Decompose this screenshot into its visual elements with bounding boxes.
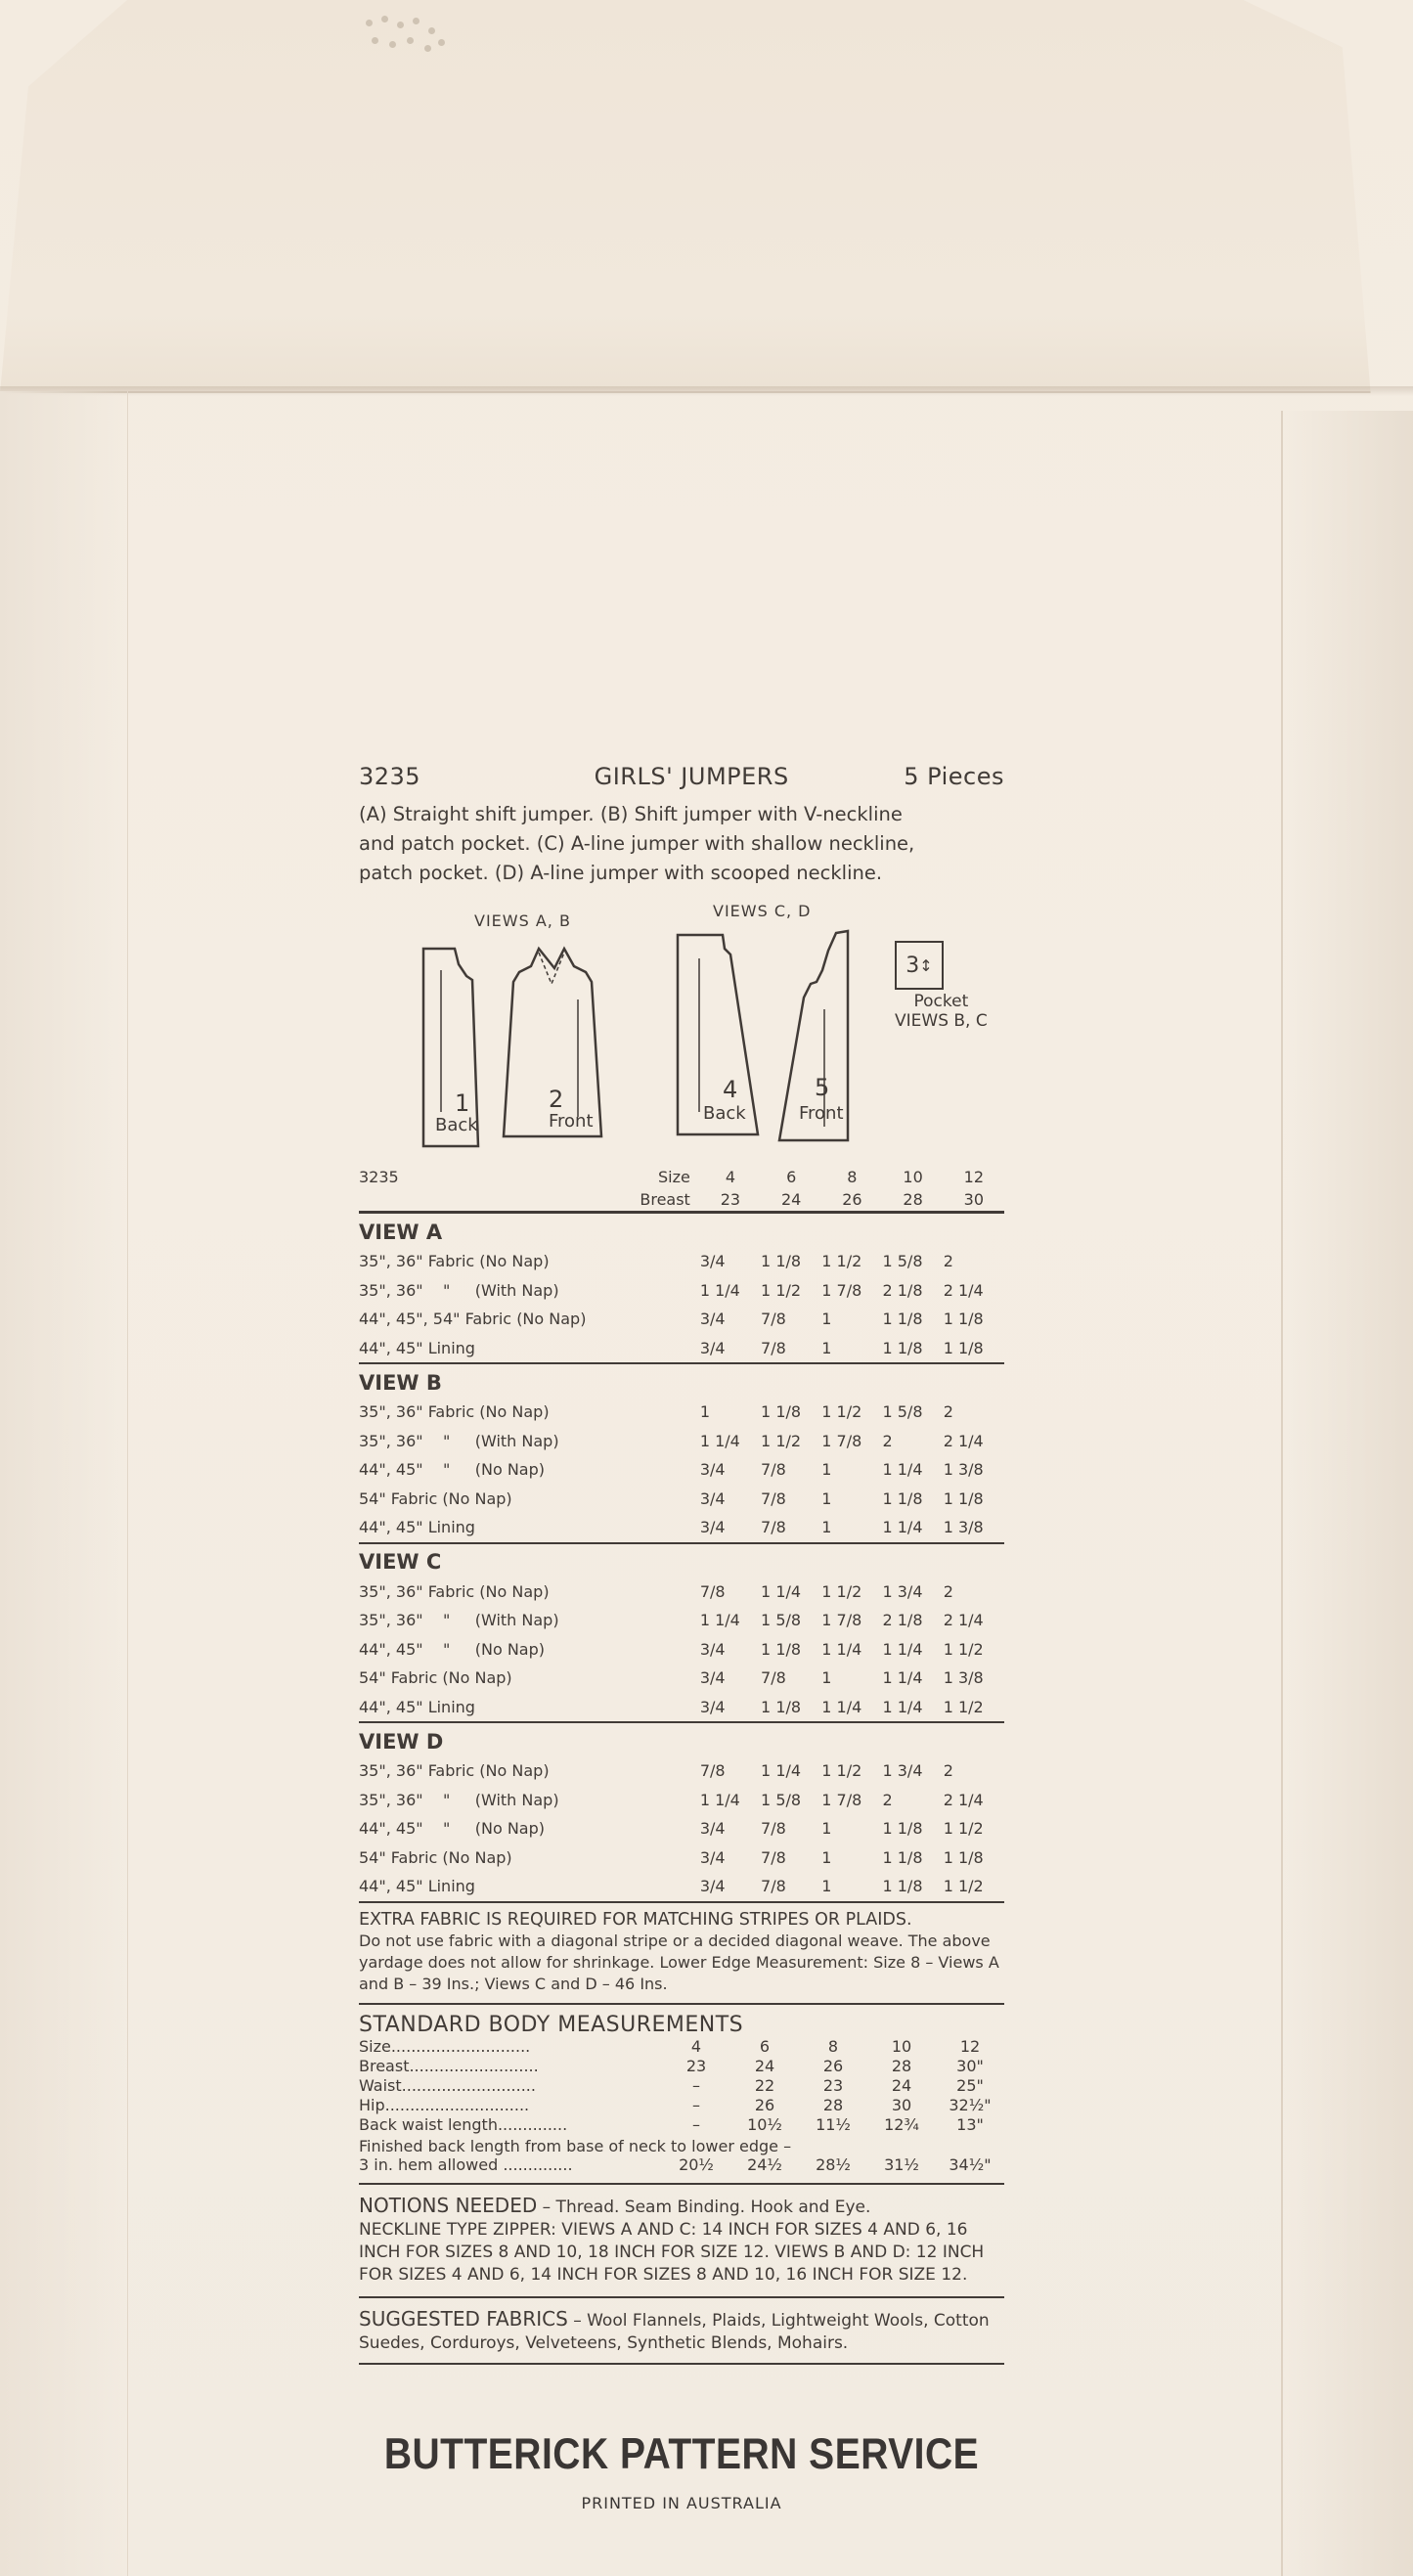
measurement-value: 12 [959, 2037, 981, 2056]
breast-value: 24 [780, 1190, 802, 1209]
hem-label: 3 in. hem allowed .............. [359, 2155, 573, 2174]
yardage-value: 2 1/8 [882, 1280, 923, 1300]
pattern-number: 3235 [359, 763, 421, 790]
hem-table [359, 2155, 1004, 2175]
body-measurements-table [359, 2037, 1004, 2135]
yardage-value: 3/4 [699, 1697, 726, 1716]
measurement-label: Back waist length.............. [359, 2115, 568, 2134]
body-measurements-title: STANDARD BODY MEASUREMENTS [359, 2012, 744, 2037]
yardage-value: 3/4 [699, 1310, 726, 1329]
pattern-pieces-diagram [359, 902, 1004, 1166]
yardage-row [359, 1427, 1004, 1456]
yardage-value: 2 1/4 [943, 1790, 984, 1809]
measurement-value: 6 [759, 2037, 771, 2056]
piece-2-number: 2 [549, 1086, 564, 1113]
fabric-label: 44", 45" " (No Nap) [359, 1819, 545, 1839]
piece-1-number: 1 [455, 1089, 470, 1117]
yardage-value: 2 [882, 1790, 893, 1809]
hem-value: 24½ [747, 2155, 782, 2174]
hem-value: 20½ [679, 2155, 714, 2174]
measurement-value: 30 [891, 2096, 912, 2114]
yardage-value: 1 5/8 [882, 1402, 923, 1422]
yardage-value: 7/8 [761, 1668, 786, 1688]
right-side-fold [1281, 411, 1413, 2576]
yardage-value: 1 [821, 1518, 832, 1537]
measurement-value: 25" [956, 2076, 984, 2095]
view-heading [359, 1213, 1004, 1248]
measurement-value: 12¾ [884, 2115, 919, 2134]
measurement-value: 28 [822, 2096, 844, 2114]
yardage-value: 2 1/4 [943, 1431, 984, 1450]
fabric-label: 44", 45" Lining [359, 1338, 475, 1357]
size-value: 12 [963, 1168, 985, 1186]
yardage-row [359, 1485, 1004, 1514]
yardage-value: 1 [821, 1310, 832, 1329]
yardage-value: 3/4 [699, 1488, 726, 1508]
yardage-row [359, 1814, 1004, 1843]
fabric-label: 54" Fabric (No Nap) [359, 1488, 512, 1508]
yardage-value: 7/8 [761, 1338, 786, 1357]
measurement-value: 11½ [816, 2115, 851, 2134]
yardage-value: 2 [943, 1761, 953, 1781]
yardage-value: 1 3/8 [943, 1518, 984, 1537]
pocket-piece: 3 ↕ [895, 941, 944, 990]
yardage-value: 1 1/8 [882, 1338, 923, 1357]
yardage-value: 3/4 [699, 1819, 726, 1839]
yardage-row [359, 1577, 1004, 1607]
yardage-number: 3235 [359, 1168, 399, 1186]
yardage-value: 3/4 [699, 1252, 726, 1271]
measurement-value: 4 [690, 2037, 702, 2056]
breast-value: 26 [842, 1190, 862, 1209]
yardage-value: 1 [821, 1877, 832, 1896]
yardage-row [359, 1276, 1004, 1306]
yardage-value: 1 1/8 [882, 1877, 923, 1896]
size-label: Size [657, 1168, 690, 1186]
yardage-value: 1 1/4 [699, 1611, 740, 1630]
pocket-name: Pocket [913, 992, 969, 1011]
pocket-views: VIEWS B, C [895, 1011, 988, 1031]
measurement-value: 8 [827, 2037, 839, 2056]
fabric-label: 35", 36" " (With Nap) [359, 1431, 559, 1450]
view-name: VIEW C [359, 1550, 442, 1574]
yardage-value: 1 1/8 [761, 1252, 802, 1271]
yardage-value: 1 1/2 [943, 1819, 984, 1839]
hem-value: 34½" [949, 2155, 992, 2174]
yardage-value: 1 1/8 [943, 1310, 984, 1329]
yardage-value: 2 [943, 1252, 953, 1271]
measurement-label: Hip............................. [359, 2096, 530, 2114]
measurement-row [359, 2076, 1004, 2096]
envelope-flap [0, 0, 1413, 393]
breast-value: 28 [903, 1190, 923, 1209]
yardage-value: 3/4 [699, 1518, 726, 1537]
yardage-value: 3/4 [699, 1877, 726, 1896]
yardage-value: 1 1/4 [761, 1581, 802, 1601]
yardage-value: 1 1/8 [882, 1310, 923, 1329]
yardage-value: 1 1/2 [821, 1761, 862, 1781]
yardage-value: 1 7/8 [821, 1790, 862, 1809]
yardage-value: 1 1/8 [761, 1639, 802, 1659]
yardage-value: 2 1/4 [943, 1280, 984, 1300]
piece-4-name: Back [703, 1103, 746, 1124]
yardage-value: 1 1/4 [821, 1639, 862, 1659]
breast-row [359, 1188, 1004, 1213]
pattern-pieces: 5 Pieces [904, 763, 1004, 790]
measurement-label: Size............................ [359, 2037, 531, 2056]
yardage-value: 1 [699, 1402, 711, 1422]
description-line: (A) Straight shift jumper. (B) Shift jumper with V-neckline [359, 803, 903, 825]
size-row [359, 1166, 1004, 1188]
yardage-row [359, 1606, 1004, 1635]
yardage-value: 1 1/4 [882, 1668, 923, 1688]
fabric-label: 44", 45" Lining [359, 1877, 475, 1896]
yardage-row [359, 1786, 1004, 1815]
yardage-value: 1 1/4 [761, 1761, 802, 1781]
fabric-label: 35", 36" Fabric (No Nap) [359, 1402, 550, 1422]
yardage-value: 2 1/4 [943, 1611, 984, 1630]
views-cd-label: VIEWS C, D [713, 902, 812, 920]
view-name: VIEW A [359, 1220, 443, 1244]
yardage-value: 3/4 [699, 1668, 726, 1688]
yardage-value: 1 1/4 [882, 1460, 923, 1480]
measurement-value: 23 [822, 2076, 844, 2095]
measurement-row [359, 2115, 1004, 2135]
yardage-value: 1 1/2 [821, 1252, 862, 1271]
left-side-fold [0, 391, 128, 2576]
yardage-row [359, 1455, 1004, 1485]
yardage-end-rule [359, 1902, 1004, 1903]
measurement-row [359, 2037, 1004, 2057]
notions-needed [359, 2195, 1004, 2298]
yardage-value: 1 1/8 [882, 1819, 923, 1839]
yardage-value: 7/8 [761, 1460, 786, 1480]
yardage-value: 3/4 [699, 1338, 726, 1357]
yardage-value: 1 3/4 [882, 1581, 923, 1601]
flap-fold-shadow [0, 386, 1413, 396]
measurement-value: 22 [754, 2076, 775, 2095]
yardage-value: 1 1/8 [882, 1488, 923, 1508]
measurement-value: 10½ [747, 2115, 782, 2134]
yardage-value: 7/8 [761, 1877, 786, 1896]
yardage-row [359, 1843, 1004, 1873]
measurement-value: – [692, 2115, 700, 2134]
yardage-value: 1 3/8 [943, 1668, 984, 1688]
measurement-value: – [692, 2096, 700, 2114]
measurement-label: Breast.......................... [359, 2057, 539, 2075]
hem-value: 31½ [884, 2155, 919, 2174]
yardage-value: 7/8 [761, 1819, 786, 1839]
yardage-value: 1 1/4 [882, 1639, 923, 1659]
fabric-label: 35", 36" Fabric (No Nap) [359, 1581, 550, 1601]
piece-5-name: Front [799, 1103, 844, 1124]
fabric-label: 54" Fabric (No Nap) [359, 1668, 512, 1688]
perforation-holes [362, 12, 460, 70]
yardage-value: 1 1/2 [761, 1431, 802, 1450]
pattern-info [359, 763, 1004, 2365]
breast-value: 30 [963, 1190, 985, 1209]
extra-fabric-note [359, 1909, 1004, 2005]
yardage-value: 1 5/8 [761, 1611, 802, 1630]
fabrics-text: – Wool Flannels, Plaids, Lightweight Wools, Cotton Suedes, Corduroys, Velveteens, Synthetic Blends, Mohairs. [359, 2310, 990, 2353]
size-value: 10 [903, 1168, 923, 1186]
fabric-label: 44", 45", 54" Fabric (No Nap) [359, 1310, 587, 1329]
yardage-row [359, 1398, 1004, 1427]
yardage-value: 1 1/4 [699, 1280, 740, 1300]
view-heading [359, 1543, 1004, 1577]
yardage-value: 2 [943, 1402, 953, 1422]
measurement-value: 23 [685, 2057, 707, 2075]
printed-in: PRINTED IN AUSTRALIA [581, 2494, 782, 2512]
yardage-row [359, 1693, 1004, 1723]
description-line: and patch pocket. (C) A-line jumper with shallow neckline, [359, 832, 915, 855]
size-value: 8 [847, 1168, 858, 1186]
measurement-value: 26 [754, 2096, 775, 2114]
yardage-value: 1 1/8 [943, 1847, 984, 1867]
extra-fabric-caps: EXTRA FABRIC IS REQUIRED FOR MATCHING STRIPES OR PLAIDS. [359, 1909, 912, 1930]
fabric-label: 44", 45" " (No Nap) [359, 1460, 545, 1480]
yardage-value: 1 [821, 1819, 832, 1839]
yardage-value: 1 1/4 [882, 1518, 923, 1537]
piece-2-name: Front [549, 1111, 594, 1132]
yardage-table [359, 1166, 1004, 1903]
yardage-value: 1 [821, 1847, 832, 1867]
measurement-value: 24 [891, 2076, 912, 2095]
yardage-value: 7/8 [699, 1581, 726, 1601]
yardage-row [359, 1334, 1004, 1364]
yardage-value: 3/4 [699, 1639, 726, 1659]
pattern-title: GIRLS' JUMPERS [594, 763, 789, 790]
view-name: VIEW D [359, 1729, 444, 1754]
yardage-row [359, 1664, 1004, 1693]
fabric-label: 35", 36" Fabric (No Nap) [359, 1252, 550, 1271]
measurement-value: – [692, 2076, 700, 2095]
hem-row [359, 2155, 1004, 2175]
yardage-row [359, 1635, 1004, 1665]
yardage-value: 1 3/8 [943, 1460, 984, 1480]
brand-name: BUTTERICK PATTERN SERVICE [383, 2429, 980, 2479]
measurement-value: 32½" [949, 2096, 992, 2114]
measurement-value: 10 [891, 2037, 912, 2056]
yardage-value: 2 [882, 1431, 893, 1450]
notions-title: NOTIONS NEEDED [359, 2193, 538, 2217]
yardage-value: 1 [821, 1488, 832, 1508]
yardage-row [359, 1247, 1004, 1276]
fabric-label: 44", 45" Lining [359, 1697, 475, 1716]
breast-value: 23 [720, 1190, 741, 1209]
yardage-value: 7/8 [761, 1488, 786, 1508]
yardage-value: 1 1/8 [761, 1697, 802, 1716]
yardage-value: 1 1/2 [943, 1877, 984, 1896]
view-heading [359, 1363, 1004, 1398]
fabric-label: 44", 45" Lining [359, 1518, 475, 1537]
yardage-value: 1 1/2 [761, 1280, 802, 1300]
yardage-value: 1 1/4 [699, 1431, 740, 1450]
yardage-value: 1 1/2 [943, 1639, 984, 1659]
yardage-value: 1 7/8 [821, 1611, 862, 1630]
yardage-value: 1 1/8 [882, 1847, 923, 1867]
pocket-label [895, 992, 988, 1031]
fabric-label: 44", 45" " (No Nap) [359, 1639, 545, 1659]
measurement-value: 24 [754, 2057, 775, 2075]
yardage-row [359, 1305, 1004, 1334]
breast-label: Breast [640, 1190, 690, 1209]
measurement-value: 28 [891, 2057, 912, 2075]
yardage-value: 1 1/4 [699, 1790, 740, 1809]
notions-text: NECKLINE TYPE ZIPPER: VIEWS A AND C: 14 INCH FOR SIZES 4 AND 6, 16 INCH FOR SIZES 8 AND 10, 18 INCH FOR SIZE 12. VIEWS B AND D: 12 INCH FOR SIZES 4 AND 6, 14 INCH FOR SIZES 8 AND 10, 16 INCH FOR SIZE 12. [359, 2219, 985, 2285]
measurement-value: 30" [956, 2057, 984, 2075]
breast-spacer [359, 1188, 624, 1213]
yardage-value: 3/4 [699, 1847, 726, 1867]
fabrics-title: SUGGESTED FABRICS [359, 2306, 568, 2331]
yardage-value: 1 [821, 1460, 832, 1480]
rule-cell [359, 1902, 1004, 1903]
yardage-value: 1 1/2 [821, 1402, 862, 1422]
yardage-value: 2 1/8 [882, 1611, 923, 1630]
description-line: patch pocket. (D) A-line jumper with scooped neckline. [359, 862, 883, 884]
yardage-value: 1 [821, 1668, 832, 1688]
yardage-value: 1 7/8 [821, 1280, 862, 1300]
yardage-value: 7/8 [761, 1518, 786, 1537]
yardage-value: 1 1/2 [821, 1581, 862, 1601]
yardage-value: 1 1/4 [821, 1697, 862, 1716]
pattern-description [359, 800, 1004, 888]
fabric-label: 35", 36" " (With Nap) [359, 1611, 559, 1630]
yardage-value: 1 5/8 [761, 1790, 802, 1809]
yardage-value: 1 1/4 [882, 1697, 923, 1716]
extra-fabric-text: Do not use fabric with a diagonal stripe or a decided diagonal weave. The above yardage does not allow for shrinkage. Lower Edge Measurement: Size 8 – Views A and B – 39 Ins.; Views C and D – 46 Ins. [359, 1931, 999, 1993]
measurement-label: Waist........................... [359, 2076, 536, 2095]
suggested-fabrics [359, 2308, 1004, 2365]
piece-1-name: Back [435, 1115, 478, 1135]
size-value: 6 [786, 1168, 797, 1186]
yardage-value: 1 5/8 [882, 1252, 923, 1271]
pattern-header [359, 763, 1004, 790]
fabric-label: 54" Fabric (No Nap) [359, 1847, 512, 1867]
piece-5-number: 5 [815, 1074, 830, 1101]
pocket-number: 3 [905, 953, 920, 978]
view-name: VIEW B [359, 1370, 442, 1395]
hem-value: 28½ [816, 2155, 851, 2174]
yardage-value: 2 [943, 1581, 953, 1601]
notions-lead: – Thread. Seam Binding. Hook and Eye. [537, 2197, 871, 2217]
finished-length-line: Finished back length from base of neck to lower edge – [359, 2136, 792, 2155]
yardage-row [359, 1513, 1004, 1543]
yardage-value: 7/8 [699, 1761, 726, 1781]
yardage-value: 1 1/8 [761, 1402, 802, 1422]
yardage-row [359, 1872, 1004, 1902]
fabric-label: 35", 36" " (With Nap) [359, 1280, 559, 1300]
fabric-label: 35", 36" Fabric (No Nap) [359, 1761, 550, 1781]
yardage-value: 1 3/4 [882, 1761, 923, 1781]
yardage-row [359, 1756, 1004, 1786]
measurement-row [359, 2096, 1004, 2115]
yardage-value: 1 1/8 [943, 1338, 984, 1357]
body-measurements [359, 2013, 1004, 2185]
measurement-row [359, 2057, 1004, 2076]
measurement-value: 13" [956, 2115, 984, 2134]
yardage-value: 1 7/8 [821, 1431, 862, 1450]
yardage-value: 7/8 [761, 1310, 786, 1329]
size-value: 4 [725, 1168, 736, 1186]
views-ab-label: VIEWS A, B [474, 911, 571, 930]
piece-4-number: 4 [723, 1076, 738, 1103]
view-heading [359, 1722, 1004, 1756]
yardage-value: 1 [821, 1338, 832, 1357]
yardage-value: 1 1/8 [943, 1488, 984, 1508]
fabric-label: 35", 36" " (With Nap) [359, 1790, 559, 1809]
yardage-value: 1 1/2 [943, 1697, 984, 1716]
yardage-value: 3/4 [699, 1460, 726, 1480]
yardage-value: 7/8 [761, 1847, 786, 1867]
measurement-value: 26 [822, 2057, 844, 2075]
